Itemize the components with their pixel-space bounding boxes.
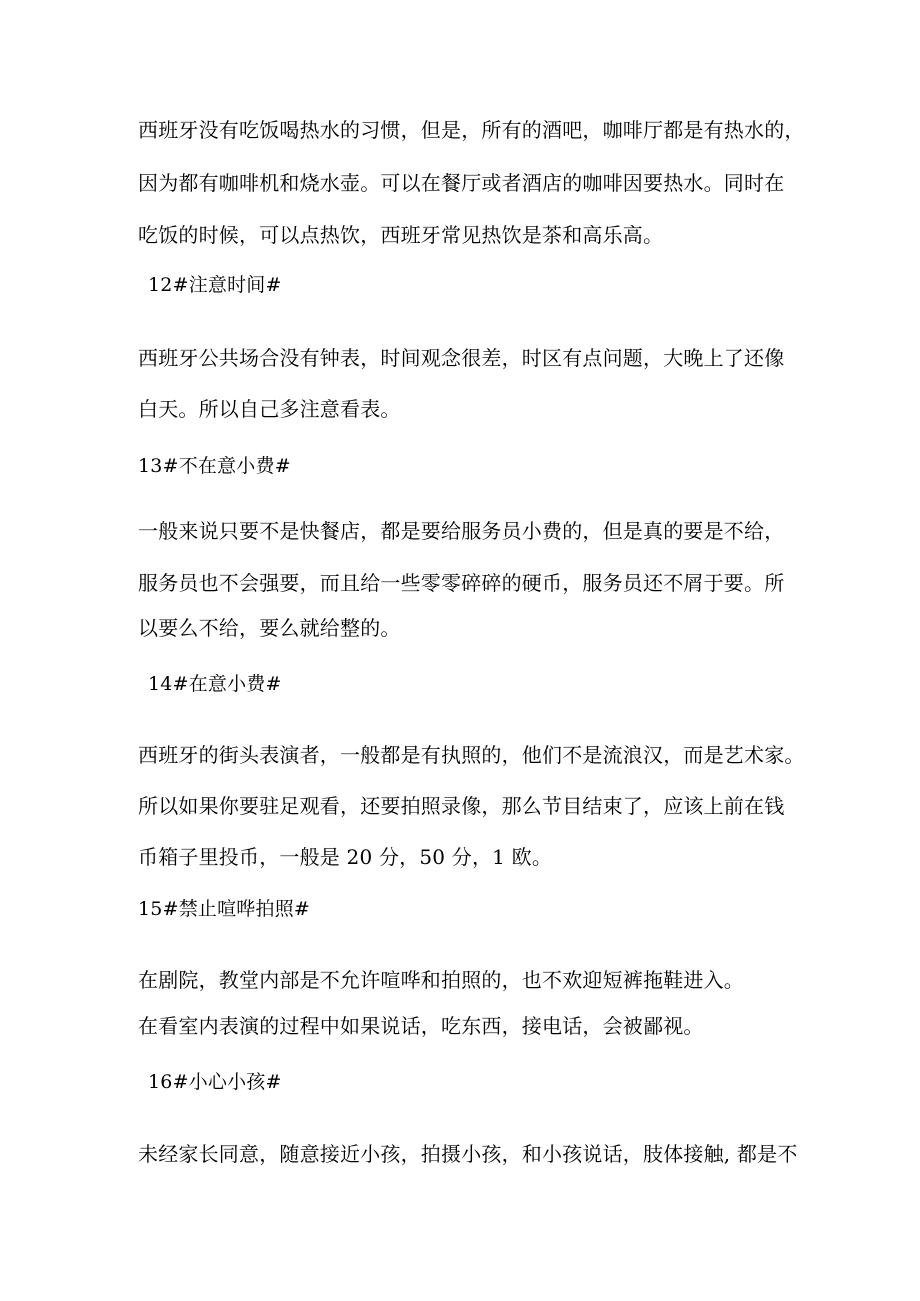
paragraph-line: 西班牙公共场合没有钟表，时间观念很差，时区有点问题，大晚上了还像 bbox=[138, 346, 785, 370]
section-heading: 13#不在意小费# bbox=[138, 455, 291, 477]
paragraph-line: 所以如果你要驻足观看，还要拍照录像，那么节目结束了，应该上前在钱 bbox=[138, 794, 785, 818]
paragraph-line: 因为都有咖啡机和烧水壶。可以在餐厅或者酒店的咖啡因要热水。同时在 bbox=[138, 171, 785, 195]
paragraph-line: 服务员也不会强要，而且给一些零零碎碎的硬币，服务员还不屑于要。所 bbox=[138, 571, 785, 595]
paragraph-line: 一般来说只要不是快餐店，都是要给服务员小费的，但是真的要是不给， bbox=[138, 519, 785, 543]
paragraph-line: 以要么不给，要么就给整的。 bbox=[138, 616, 401, 640]
paragraph-line: 吃饭的时候，可以点热饮，西班牙常见热饮是茶和高乐高。 bbox=[138, 223, 664, 247]
paragraph-line: 白天。所以自己多注意看表。 bbox=[138, 397, 401, 421]
paragraph-line: 在看室内表演的过程中如果说话，吃东西，接电话，会被鄙视。 bbox=[138, 1014, 704, 1038]
paragraph-line: 西班牙没有吃饭喝热水的习惯，但是，所有的酒吧，咖啡厅都是有热水的， bbox=[138, 118, 805, 142]
paragraph-line: 在剧院，教堂内部是不允许喧哗和拍照的，也不欢迎短裤拖鞋进入。 bbox=[138, 968, 744, 992]
paragraph-line: 西班牙的街头表演者，一般都是有执照的，他们不是流浪汉，而是艺术家。 bbox=[138, 743, 805, 767]
section-heading: 14#在意小费# bbox=[148, 673, 282, 695]
section-heading: 16#小心小孩# bbox=[148, 1071, 282, 1093]
paragraph-line: 币箱子里投币，一般是 20 分，50 分，1 欧。 bbox=[138, 845, 553, 869]
paragraph-line: 未经家长同意，随意接近小孩，拍摄小孩，和小孩说话，肢体接触, 都是不 bbox=[138, 1142, 798, 1166]
section-heading: 15#禁止喧哗拍照# bbox=[138, 898, 311, 920]
section-heading: 12#注意时间# bbox=[148, 274, 282, 296]
